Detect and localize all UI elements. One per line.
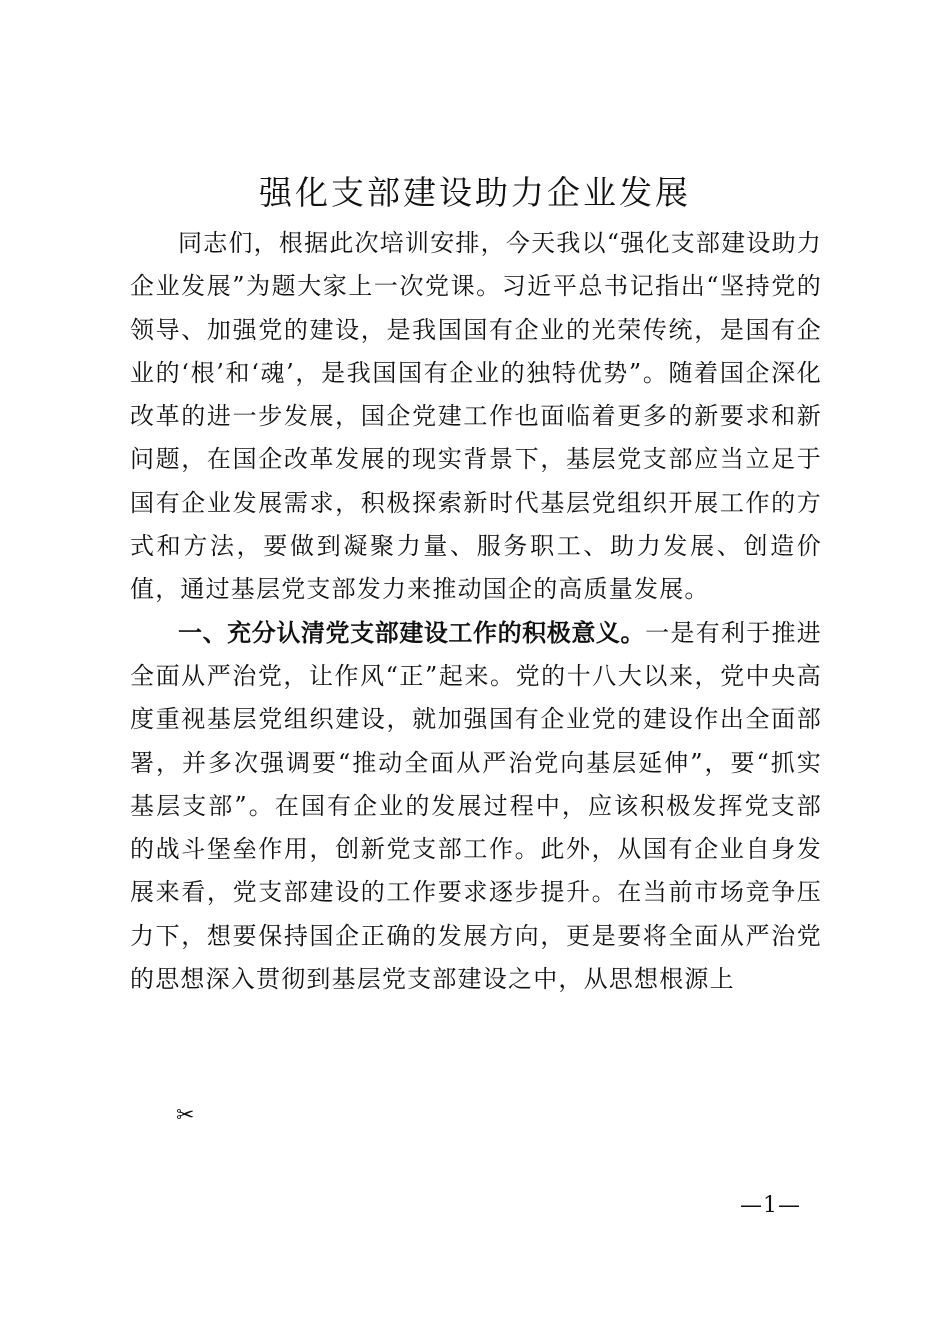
section-one-heading: 一、充分认清党支部建设工作的积极意义。 xyxy=(178,618,646,647)
document-body xyxy=(130,222,822,1001)
section-one-body: 一是有利于推进全面从严治党，让作风“正”起来。党的十八大以来，党中央高度重视基层党组织建设，就加强国有企业党的建设作出全面部署，并多次强调要“推动全面从严治党向基层延伸”，要“抓实基层支部”。在国有企业的发展过程中，应该积极发挥党支部的战斗堡垒作用，创新党支部工作。此外，从国有企业自身发展来看，党支部建设的工作要求逐步提升。在当前市场竞争压力下，想要保持国企正确的发展方向，更是要将全面从严治党的思想深入贯彻到基层党支部建设之中，从思想根源上 xyxy=(130,618,822,994)
section-one-paragraph xyxy=(130,612,822,1002)
scissors-icon: ✂ xyxy=(176,1103,195,1128)
intro-paragraph: 同志们，根据此次培训安排，今天我以“强化支部建设助力企业发展”为题大家上一次党课。习近平总书记指出“坚持党的领导、加强党的建设，是我国国有企业的光荣传统，是国有企业的‘根’和‘魂’，是我国国有企业的独特优势”。随着国企深化改革的进一步发展，国企党建工作也面临着更多的新要求和新问题，在国企改革发展的现实背景下，基层党支部应当立足于国有企业发展需求，积极探索新时代基层党组织开展工作的方式和方法，要做到凝聚力量、服务职工、助力发展、创造价值，通过基层党支部发力来推动国企的高质量发展。 xyxy=(130,229,822,604)
document-title: 强化支部建设助力企业发展 xyxy=(259,173,691,212)
page-number: —1— xyxy=(740,1193,801,1218)
